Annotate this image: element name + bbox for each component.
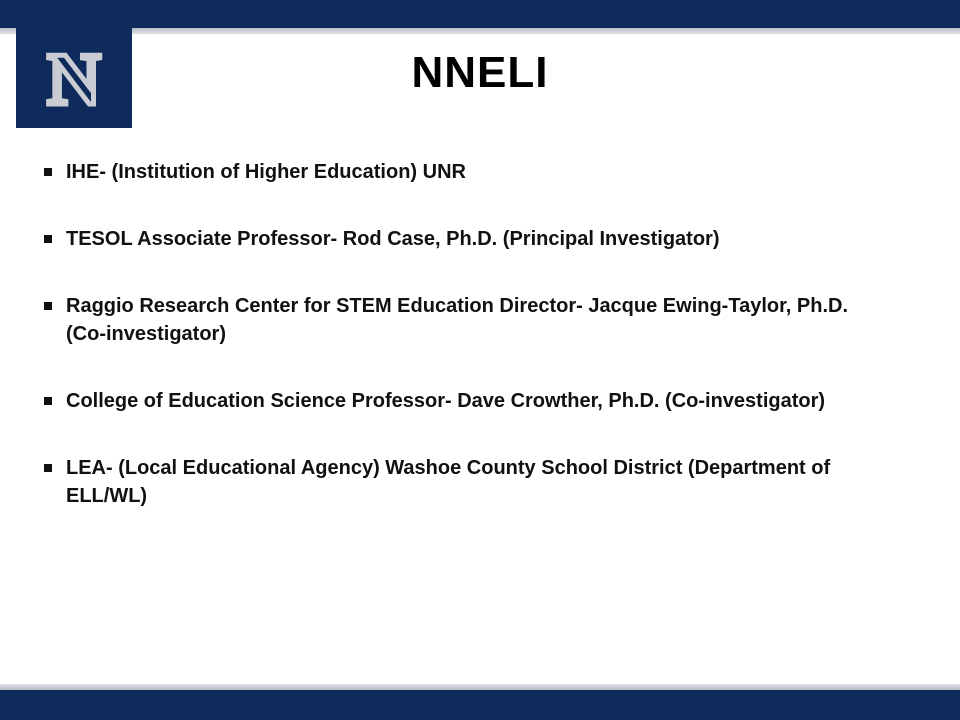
logo-letter: N	[47, 39, 101, 121]
bullet-item	[40, 292, 880, 348]
square-bullet-icon	[44, 464, 52, 472]
bullet-list	[40, 158, 880, 549]
square-bullet-icon	[44, 302, 52, 310]
bullet-item	[40, 225, 880, 253]
top-divider	[0, 28, 960, 34]
square-bullet-icon	[44, 168, 52, 176]
bullet-text: TESOL Associate Professor- Rod Case, Ph.D. (Principal Investigator)	[66, 228, 720, 250]
university-logo	[16, 28, 132, 128]
top-banner	[0, 0, 960, 28]
bottom-banner	[0, 690, 960, 720]
bullet-text: LEA- (Local Educational Agency) Washoe County School District (Department of ELL/WL)	[66, 457, 831, 507]
slide-title: NNELI	[411, 48, 549, 97]
bullet-text: Raggio Research Center for STEM Education Director- Jacque Ewing-Taylor, Ph.D. (Co-investigator)	[66, 295, 849, 345]
bullet-item	[40, 454, 880, 510]
bullet-item	[40, 158, 880, 186]
square-bullet-icon	[44, 235, 52, 243]
bullet-item	[40, 387, 880, 415]
bullet-text: College of Education Science Professor- Dave Crowther, Ph.D. (Co-investigator)	[66, 390, 826, 412]
block-n-logo-icon	[16, 28, 132, 128]
square-bullet-icon	[44, 397, 52, 405]
bullet-text: IHE- (Institution of Higher Education) UNR	[66, 161, 466, 183]
